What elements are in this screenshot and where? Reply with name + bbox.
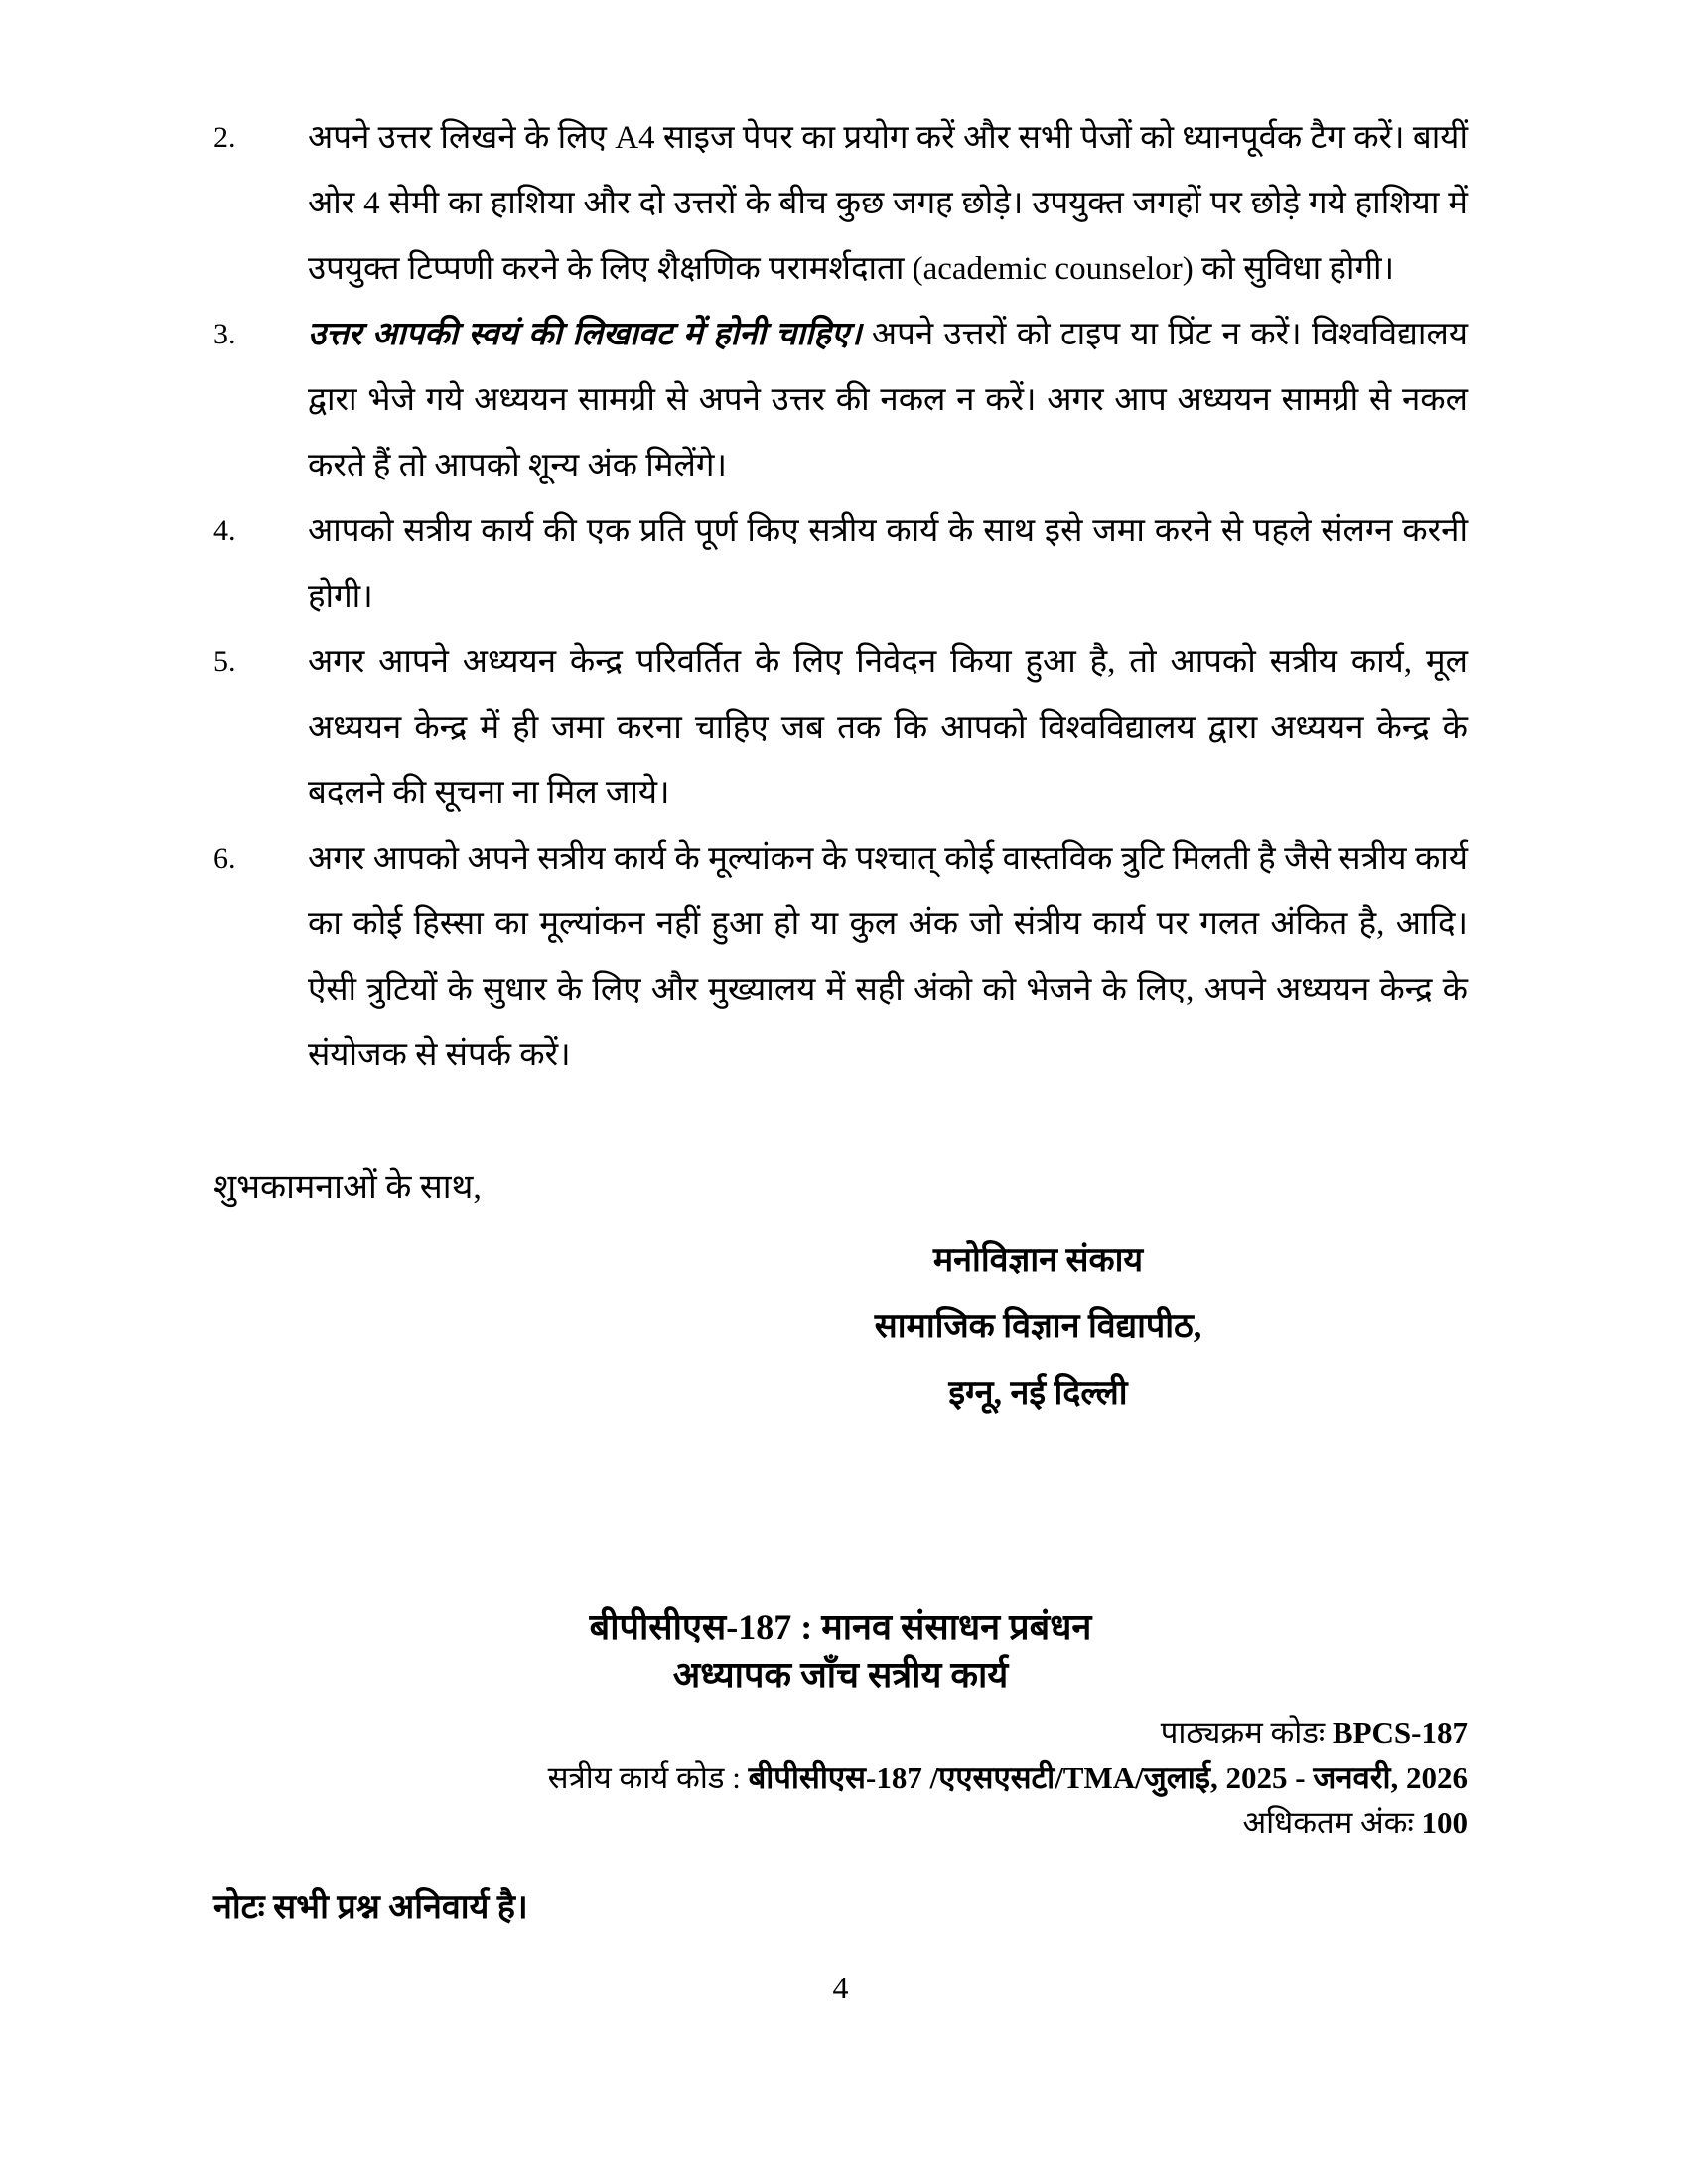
course-code-value: BPCS-187 — [1332, 1715, 1468, 1750]
note-line: नोटः सभी प्रश्न अनिवार्य है। — [213, 1889, 528, 1926]
item-text — [308, 105, 1468, 302]
signature-line-school: सामाजिक विज्ञान विद्यापीठ, — [874, 1308, 1202, 1345]
item-number: 2. — [213, 121, 236, 154]
instruction-item-3 — [213, 302, 1468, 498]
instruction-item-2 — [213, 105, 1468, 302]
assignment-code-label: सत्रीय कार्य कोड : — [547, 1760, 749, 1795]
instruction-list — [213, 105, 1468, 1088]
course-code-line — [213, 1710, 1468, 1755]
item-text — [308, 629, 1468, 826]
signature-line-faculty: मनोविज्ञान संकाय — [932, 1242, 1144, 1279]
course-code-label: पाठ्यक्रम कोडः — [1160, 1715, 1333, 1750]
assignment-title-line1: बीपीसीएस-187 : मानव संसाधन प्रबंधन — [589, 1607, 1092, 1647]
signature-block — [817, 1227, 1259, 1427]
max-marks-value: 100 — [1421, 1805, 1468, 1840]
item-text — [308, 826, 1468, 1088]
signature-line-university: इग्नू, नई दिल्ली — [948, 1375, 1128, 1412]
assignment-code-line — [213, 1755, 1468, 1800]
item-text-body: अगर आपने अध्ययन केन्द्र परिवर्तित के लिए निवेदन किया हुआ है, तो आपको सत्रीय कार्य, मूल अध्ययन केन्द्र में ही जमा करना चाहिए जब तक कि आपको विश्वविद्यालय द्वारा अध्ययन केन्द्र के बदलने की सूचना ना मिल जाये। — [308, 644, 1468, 811]
instruction-item-5 — [213, 629, 1468, 826]
assignment-title-line2: अध्यापक जाँच सत्रीय कार्य — [672, 1655, 1009, 1695]
assignment-codes — [213, 1710, 1468, 1844]
item-text-body: आपको सत्रीय कार्य की एक प्रति पूर्ण किए सत्रीय कार्य के साथ इसे जमा करने से पहले संलग्न करनी होगी। — [308, 513, 1468, 614]
item-text-body: अपने उत्तर लिखने के लिए A4 साइज पेपर का प्रयोग करें और सभी पेजों को ध्यानपूर्वक टैग करें। बायीं ओर 4 सेमी का हाशिया और दो उत्तरों के बीच कुछ जगह छोड़े। उपयुक्त जगहों पर छोड़े गये हाशिया में उपयुक्त टिप्पणी करने के लिए शैक्षणिक परामर्शदाता (academic counselor) को सुविधा होगी। — [308, 120, 1468, 287]
item-text-body: अगर आपको अपने सत्रीय कार्य के मूल्यांकन के पश्चात् कोई वास्तविक त्रुटि मिलती है जैसे सत्रीय कार्य का कोई हिस्सा का मूल्यांकन नहीं हुआ हो या कुल अंक जो संत्रीय कार्य पर गलत अंकित है, आदि। ऐसी त्रुटियों के सुधार के लिए और मुख्यालय में सही अंको को भेजने के लिए, अपने अध्ययन केन्द्र के संयोजक से संपर्क करें। — [308, 841, 1468, 1073]
page-number: 4 — [832, 1970, 849, 2005]
max-marks-line — [213, 1800, 1468, 1844]
item-number: 5. — [213, 645, 236, 678]
instruction-item-6 — [213, 826, 1468, 1088]
assignment-code-value: बीपीसीएस-187 /एएसएसटी/TMA/जुलाई, 2025 - जनवरी, 2026 — [748, 1760, 1468, 1795]
max-marks-label: अधिकतम अंकः — [1242, 1805, 1422, 1840]
item-number: 3. — [213, 318, 236, 350]
item-text-emphasis: उत्तर आपकी स्वयं की लिखावट में होनी चाहिए। — [308, 317, 862, 352]
item-text — [308, 498, 1468, 629]
item-text — [308, 302, 1468, 498]
closing-greeting: शुभकामनाओं के साथ, — [213, 1169, 482, 1206]
item-number: 6. — [213, 842, 236, 875]
item-text-body: अपने उत्तरों को टाइप या प्रिंट न करें। विश्वविद्यालय द्वारा भेजे गये अध्ययन सामग्री से अपने उत्तर की नकल न करें। अगर आप अध्ययन सामग्री से नकल करते हैं तो आपको शून्य अंक मिलेंगे। — [308, 317, 1468, 483]
assignment-title — [213, 1603, 1468, 1699]
instruction-item-4 — [213, 498, 1468, 629]
item-number: 4. — [213, 514, 236, 547]
